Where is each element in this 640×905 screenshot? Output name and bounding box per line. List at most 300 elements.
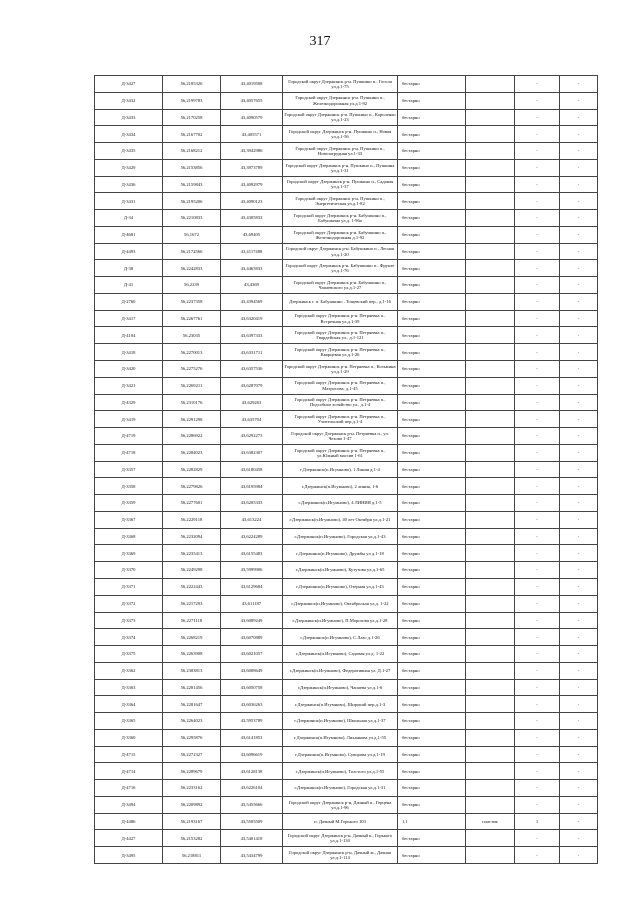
latitude-cell: 56,2229118 (163, 511, 221, 528)
container-volume-cell: - (560, 277, 598, 294)
longitude-cell: 43,4369 (221, 277, 283, 294)
table-row (95, 528, 598, 545)
table-row (95, 813, 598, 830)
longitude-cell: 43,5401418 (221, 830, 283, 847)
container-count-cell: - (515, 830, 560, 847)
site-id-cell: Д-3427 (95, 76, 163, 93)
site-id-cell: Д-3418 (95, 344, 163, 361)
site-id-cell: Д-3419 (95, 411, 163, 428)
container-material-cell (466, 578, 515, 595)
site-id-cell: Д-3417 (95, 310, 163, 327)
longitude-cell: 43,6155483 (221, 545, 283, 562)
container-volume-cell: - (560, 545, 598, 562)
container-material-cell (466, 76, 515, 93)
container-volume-cell: - (560, 813, 598, 830)
container-count-cell: - (515, 528, 560, 545)
container-material-cell (466, 646, 515, 663)
address-cell: Городской округ Дзержинск р-н. Петряевка п., Гвардейская ул., д.1-121 (283, 327, 398, 344)
container-count-cell: - (515, 243, 560, 260)
collection-type-cell: бестарно (398, 243, 466, 260)
table-row (95, 243, 598, 260)
collection-type-cell: бестарно (398, 394, 466, 411)
container-material-cell (466, 327, 515, 344)
longitude-cell: 43,6089249 (221, 612, 283, 629)
table-row (95, 830, 598, 847)
latitude-cell: 56,2159843 (163, 176, 221, 193)
collection-type-cell: бестарно (398, 411, 466, 428)
container-volume-cell: - (560, 327, 598, 344)
latitude-cell: 56,2282829 (163, 461, 221, 478)
latitude-cell: 56,2168212 (163, 143, 221, 160)
longitude-cell: 43,6070889 (221, 629, 283, 646)
site-id-cell: Д-4486 (95, 813, 163, 830)
container-volume-cell: - (560, 763, 598, 780)
address-cell: г.Дзержинск(п.Игумново), Озерная ул.д.1-43 (283, 578, 398, 595)
collection-type-cell: бестарно (398, 92, 466, 109)
container-volume-cell: - (560, 830, 598, 847)
address-cell: г.Дзержинск(п.Игумново), Дружбы ул д.1-18 (283, 545, 398, 562)
collection-type-cell: бестарно (398, 612, 466, 629)
address-cell: Городской округ Дзержинск р-н, Дачный ж., Дачная ул.д.1-114 (283, 847, 398, 864)
table-row (95, 595, 598, 612)
container-count-cell: - (515, 126, 560, 143)
container-material-cell (466, 260, 515, 277)
address-cell: Городской округ Дзержинск р-н. Пушкино п., Короленко ул.д.1-23 (283, 109, 398, 126)
longitude-cell: 43,4090123 (221, 193, 283, 210)
address-cell: Городской округ Дзержинск р-н. Петряевка п., Встречная ул.д.1-39 (283, 310, 398, 327)
container-count-cell: - (515, 92, 560, 109)
container-count-cell: - (515, 310, 560, 327)
address-cell: Городской округ Дзержинск р-н. Петряевка п., Учительский пер.д.1-4 (283, 411, 398, 428)
latitude-cell: 56,2210833 (163, 210, 221, 227)
address-cell: Городской округ Дзержинск р-н. Бабушкино п., Железнодорожная д.1-92 (283, 226, 398, 243)
container-material-cell (466, 763, 515, 780)
container-volume-cell: - (560, 159, 598, 176)
collection-type-cell: бестарно (398, 109, 466, 126)
container-volume-cell: - (560, 109, 598, 126)
container-material-cell (466, 444, 515, 461)
latitude-cell: 56,218811 (163, 847, 221, 864)
longitude-cell: 43,6226104 (221, 780, 283, 797)
container-material-cell (466, 511, 515, 528)
site-id-cell: Д-4493 (95, 243, 163, 260)
container-material-cell (466, 729, 515, 746)
table-row (95, 729, 598, 746)
latitude-cell: 56,2263908 (163, 646, 221, 663)
table-row (95, 394, 598, 411)
collection-type-cell: бестарно (398, 277, 466, 294)
longitude-cell: 43,4092979 (221, 176, 283, 193)
address-cell: Городской округ Дзержинск р-н, Дачный к., Горького ул.д.1-130 (283, 830, 398, 847)
collection-type-cell: бестарно (398, 76, 466, 93)
longitude-cell: 43,4057655 (221, 92, 283, 109)
address-cell: Городской округ Дзержинск р-н. Петряевка п., Козьмина ул.д.1-29 (283, 361, 398, 378)
latitude-cell: 56,2172566 (163, 243, 221, 260)
longitude-cell: 43,629263 (221, 394, 283, 411)
latitude-cell: 56,2153856 (163, 159, 221, 176)
site-id-cell: Д-3362 (95, 662, 163, 679)
longitude-cell: 43,6141853 (221, 729, 283, 746)
container-volume-cell: - (560, 578, 598, 595)
table-row (95, 629, 598, 646)
table-row (95, 210, 598, 227)
container-volume-cell: - (560, 679, 598, 696)
longitude-cell: 43,4465833 (221, 260, 283, 277)
latitude-cell: 56,2275276 (163, 361, 221, 378)
container-material-cell (466, 847, 515, 864)
table-row (95, 344, 598, 361)
longitude-cell: 43,4394569 (221, 293, 283, 310)
longitude-cell: 43,6224289 (221, 528, 283, 545)
collection-type-cell: бестарно (398, 478, 466, 495)
longitude-cell: 43,613224 (221, 511, 283, 528)
address-cell: г.Дзержинск(п.Игумново), Федеративная ул. Д.1-27 (283, 662, 398, 679)
latitude-cell: 56,2232094 (163, 528, 221, 545)
container-volume-cell: - (560, 662, 598, 679)
container-material-cell (466, 428, 515, 445)
address-cell: г.Дзержинск(п.Игумново), 2 линия, 1-6 (283, 478, 398, 495)
container-material-cell (466, 377, 515, 394)
site-id-cell: Д-4716 (95, 780, 163, 797)
latitude-cell: 56,2242833 (163, 260, 221, 277)
container-count-cell: - (515, 461, 560, 478)
site-id-cell: Д-3363 (95, 679, 163, 696)
table-row (95, 126, 598, 143)
latitude-cell: 56,2269211 (163, 377, 221, 394)
longitude-cell: 43,4090579 (221, 109, 283, 126)
container-material-cell (466, 796, 515, 813)
site-id-cell: Д-38 (95, 260, 163, 277)
site-id-cell: Д-3369 (95, 545, 163, 562)
latitude-cell: 56,2277601 (163, 495, 221, 512)
address-cell: Городской округ Дзержинск р-н. Пушкино п., Новая ул.д.1-56 (283, 126, 398, 143)
site-id-cell: Д-41 (95, 277, 163, 294)
longitude-cell: 43,69405 (221, 226, 283, 243)
site-id-cell: Д-3433 (95, 109, 163, 126)
container-count-cell: - (515, 361, 560, 378)
table-row (95, 612, 598, 629)
longitude-cell: 43,5505509 (221, 813, 283, 830)
container-volume-cell: - (560, 713, 598, 730)
table-row (95, 646, 598, 663)
collection-type-cell: бестарно (398, 796, 466, 813)
address-cell: г.Дзержинск(п.Игумново), Садовая ул.д. 1-22 (283, 646, 398, 663)
latitude-cell: 56,2383813 (163, 662, 221, 679)
table-row (95, 495, 598, 512)
site-id-cell: Д-3420 (95, 361, 163, 378)
table-row (95, 578, 598, 595)
site-id-cell: Д-3373 (95, 612, 163, 629)
container-volume-cell: - (560, 377, 598, 394)
site-id-cell: Д-4681 (95, 226, 163, 243)
longitude-cell: 43,6096619 (221, 746, 283, 763)
collection-type-cell: бестарно (398, 344, 466, 361)
site-id-cell: Д-4104 (95, 327, 163, 344)
container-volume-cell: - (560, 729, 598, 746)
collection-type-cell: бестарно (398, 511, 466, 528)
site-id-cell: Д-3374 (95, 629, 163, 646)
container-material-cell (466, 562, 515, 579)
container-sites-table (94, 75, 598, 864)
container-volume-cell: - (560, 478, 598, 495)
container-material-cell (466, 159, 515, 176)
collection-type-cell: бестарно (398, 428, 466, 445)
collection-type-cell: бестарно (398, 578, 466, 595)
site-id-cell: Д-3432 (95, 92, 163, 109)
table-row (95, 713, 598, 730)
latitude-cell: 56,2193167 (163, 813, 221, 830)
address-cell: Городской округ Дзержинск р-н. Бабушкино п., Чапаевского ул.д.1-27 (283, 277, 398, 294)
container-material-cell (466, 528, 515, 545)
table-row (95, 511, 598, 528)
container-volume-cell: - (560, 796, 598, 813)
collection-type-cell: бестарно (398, 847, 466, 864)
table-row (95, 193, 598, 210)
container-material-cell (466, 243, 515, 260)
latitude-cell: 56,2271118 (163, 612, 221, 629)
container-count-cell: - (515, 377, 560, 394)
longitude-cell: 43,4305833 (221, 210, 283, 227)
collection-type-cell: бестарно (398, 377, 466, 394)
latitude-cell: 56,2237358 (163, 293, 221, 310)
longitude-cell: 43,6287079 (221, 377, 283, 394)
container-material-cell (466, 210, 515, 227)
container-volume-cell: - (560, 361, 598, 378)
latitude-cell: 56,23035 (163, 327, 221, 344)
container-volume-cell: - (560, 293, 598, 310)
collection-type-cell: бестарно (398, 646, 466, 663)
collection-type-cell: бестарно (398, 729, 466, 746)
container-count-cell: - (515, 176, 560, 193)
container-count-cell: - (515, 629, 560, 646)
container-material-cell (466, 109, 515, 126)
latitude-cell: 56,1672 (163, 226, 221, 243)
collection-type-cell: бестарно (398, 176, 466, 193)
container-material-cell (466, 461, 515, 478)
site-id-cell: Д-3436 (95, 176, 163, 193)
collection-type-cell: бестарно (398, 830, 466, 847)
table-row (95, 143, 598, 160)
latitude-cell: 56,2267761 (163, 310, 221, 327)
address-cell: Городской округ Дзержинск р-н. Пушкино п., Железнодорожная ул.д.1-92 (283, 92, 398, 109)
container-volume-cell: - (560, 226, 598, 243)
collection-type-cell: бестарно (398, 495, 466, 512)
latitude-cell: 56,2268219 (163, 629, 221, 646)
container-count-cell: 1 (515, 813, 560, 830)
table-row (95, 478, 598, 495)
collection-type-cell: бестарно (398, 461, 466, 478)
container-material-cell (466, 143, 515, 160)
container-material-cell (466, 830, 515, 847)
collection-type-cell: бестарно (398, 126, 466, 143)
latitude-cell: 56,2289679 (163, 763, 221, 780)
container-count-cell: - (515, 595, 560, 612)
container-volume-cell: - (560, 243, 598, 260)
latitude-cell: 56,2199783 (163, 92, 221, 109)
address-cell: г.Дзержинск(п.Игумново), С.Лазо д.1-26 (283, 629, 398, 646)
address-cell: г.Дзержинск(п.Игумново), Октябрьская ул.д. 1-22 (283, 595, 398, 612)
site-id-cell: Д-3431 (95, 193, 163, 210)
container-material-cell (466, 293, 515, 310)
site-id-cell: Д-4329 (95, 394, 163, 411)
table-row (95, 696, 598, 713)
site-id-cell: Д-4718 (95, 444, 163, 461)
latitude-cell: 56,2264023 (163, 713, 221, 730)
collection-type-cell: бестарно (398, 713, 466, 730)
container-count-cell: - (515, 210, 560, 227)
latitude-cell: 56,2167702 (163, 126, 221, 143)
container-material-cell (466, 612, 515, 629)
collection-type-cell: 1,1 (398, 813, 466, 830)
container-volume-cell: - (560, 444, 598, 461)
container-material-cell (466, 361, 515, 378)
longitude-cell: 43,4117488 (221, 243, 283, 260)
collection-type-cell: бестарно (398, 545, 466, 562)
site-id-cell: Д-3360 (95, 729, 163, 746)
longitude-cell: 43,6180458 (221, 461, 283, 478)
container-volume-cell: - (560, 310, 598, 327)
container-volume-cell: - (560, 176, 598, 193)
site-id-cell: Д-3370 (95, 562, 163, 579)
site-id-cell: Д-3365 (95, 713, 163, 730)
longitude-cell: 43,6331711 (221, 344, 283, 361)
latitude-cell: 56,2217293 (163, 595, 221, 612)
container-count-cell: - (515, 411, 560, 428)
latitude-cell: 56,2281456 (163, 679, 221, 696)
collection-type-cell: бестарно (398, 595, 466, 612)
address-cell: г.Дзержинск(п.Игумново), Суворова ул.д.1-19 (283, 746, 398, 763)
container-material-cell (466, 344, 515, 361)
longitude-cell: 43,405571 (221, 126, 283, 143)
longitude-cell: 43,5455666 (221, 796, 283, 813)
table-row (95, 226, 598, 243)
site-id-cell: Д-3358 (95, 478, 163, 495)
site-id-cell: Д-3371 (95, 578, 163, 595)
table-row (95, 461, 598, 478)
container-count-cell: - (515, 545, 560, 562)
container-count-cell: - (515, 729, 560, 746)
table-row (95, 411, 598, 428)
container-count-cell: - (515, 511, 560, 528)
table-row (95, 545, 598, 562)
latitude-cell: 56,2272327 (163, 746, 221, 763)
container-material-cell (466, 495, 515, 512)
container-count-cell: - (515, 76, 560, 93)
container-count-cell: - (515, 746, 560, 763)
site-id-cell: Д-3435 (95, 143, 163, 160)
site-id-cell: Д-3364 (95, 696, 163, 713)
container-volume-cell: - (560, 76, 598, 93)
container-count-cell: - (515, 109, 560, 126)
collection-type-cell: бестарно (398, 444, 466, 461)
longitude-cell: 43,5999906 (221, 562, 283, 579)
collection-type-cell: бестарно (398, 210, 466, 227)
longitude-cell: 43,6008649 (221, 662, 283, 679)
table-row (95, 746, 598, 763)
table-row (95, 361, 598, 378)
container-material-cell (466, 310, 515, 327)
address-cell: г.Дзержинск(п.Игумново), 40 лет Октября ул.д.1-21 (283, 511, 398, 528)
container-volume-cell: - (560, 847, 598, 864)
container-material-cell (466, 126, 515, 143)
container-material-cell (466, 277, 515, 294)
address-cell: Городской округ Дзержинск р-н. Петряевка п., Кварцевая ул.д.1-26 (283, 344, 398, 361)
site-id-cell: Д-3359 (95, 495, 163, 512)
container-count-cell: - (515, 495, 560, 512)
site-id-cell: Д-3494 (95, 796, 163, 813)
container-count-cell: - (515, 327, 560, 344)
collection-type-cell: бестарно (398, 226, 466, 243)
table-row (95, 562, 598, 579)
container-volume-cell: - (560, 780, 598, 797)
address-cell: Городской округ Дзержинск р-н. Петряевка п., Матросова, д.1-45 (283, 377, 398, 394)
site-id-cell: Д-3421 (95, 377, 163, 394)
address-cell: п. Дачный М.Горького 103 (283, 813, 398, 830)
longitude-cell: 43,6397333 (221, 327, 283, 344)
longitude-cell: 43,6357536 (221, 361, 283, 378)
longitude-cell: 43,611187 (221, 595, 283, 612)
table-row (95, 662, 598, 679)
table-row (95, 159, 598, 176)
container-volume-cell: - (560, 344, 598, 361)
site-id-cell: Д-3372 (95, 595, 163, 612)
container-material-cell (466, 780, 515, 797)
address-cell: г.Дзержинск(п.Игумново), Лиханкова ул.д.1-55 (283, 729, 398, 746)
container-count-cell: - (515, 662, 560, 679)
page-number: 317 (309, 34, 331, 49)
longitude-cell: 43,5953789 (221, 713, 283, 730)
container-volume-cell: - (560, 612, 598, 629)
longitude-cell: 43,6320419 (221, 310, 283, 327)
container-volume-cell: - (560, 562, 598, 579)
longitude-cell: 43,6128138 (221, 763, 283, 780)
table-row (95, 444, 598, 461)
container-material-cell (466, 411, 515, 428)
site-id-cell: Д-3368 (95, 528, 163, 545)
latitude-cell: 56,2291298 (163, 411, 221, 428)
container-volume-cell: - (560, 260, 598, 277)
address-cell: г.Дзержинск(п.Игумново), Кутузова ул.д.1-65 (283, 562, 398, 579)
latitude-cell: 56,2170258 (163, 109, 221, 126)
latitude-cell: 56,2249298 (163, 562, 221, 579)
address-cell: Городской округ Дзержинск р-н. Пушкино п., Пушкина ул.д.1-31 (283, 159, 398, 176)
container-material-cell (466, 629, 515, 646)
table-row (95, 92, 598, 109)
collection-type-cell: бестарно (398, 763, 466, 780)
latitude-cell: 56,2235413 (163, 545, 221, 562)
container-volume-cell: - (560, 629, 598, 646)
table-row (95, 76, 598, 93)
latitude-cell: 56,2222443 (163, 578, 221, 595)
container-volume-cell: - (560, 193, 598, 210)
latitude-cell: 56,2153282 (163, 830, 221, 847)
site-id-cell: Д-4715 (95, 746, 163, 763)
address-cell: г.Дзержинск(п.Игумново), П.Морозова ул.д.1-28 (283, 612, 398, 629)
container-material-cell (466, 394, 515, 411)
longitude-cell: 43,635704 (221, 411, 283, 428)
address-cell: Городской округ Дзержинск р-н. Петряевка п., ул. Чехова 1-47 (283, 428, 398, 445)
collection-type-cell: бестарно (398, 310, 466, 327)
latitude-cell: 56,2233162 (163, 780, 221, 797)
site-id-cell: Д-3367 (95, 511, 163, 528)
container-count-cell: - (515, 394, 560, 411)
container-material-cell (466, 696, 515, 713)
address-cell: г.Дзержинск(п.Игумново), Городская ул.д.1-43 (283, 528, 398, 545)
container-volume-cell: - (560, 646, 598, 663)
table-row (95, 763, 598, 780)
address-cell: Городской округ Дзержинск р-н. Петряевка п., ул.Южный массив 1-61 (283, 444, 398, 461)
container-material-cell (466, 713, 515, 730)
